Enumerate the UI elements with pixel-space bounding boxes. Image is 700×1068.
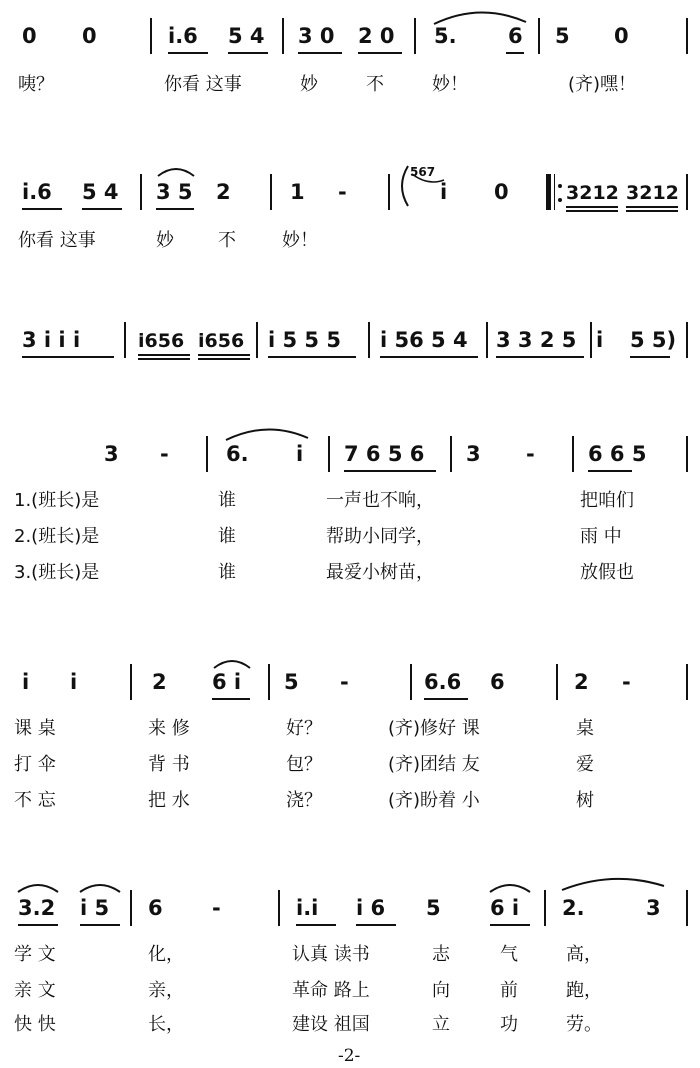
note-group: 2 xyxy=(574,670,589,694)
note-group: 5 4 xyxy=(228,24,265,48)
bar-line xyxy=(414,18,416,54)
repeat-dot xyxy=(558,198,562,202)
lyric-syllable: 爱 xyxy=(576,754,594,775)
note-group: 1 xyxy=(290,180,305,204)
lyric-syllable: (齐)修好 课 xyxy=(388,718,480,739)
note-group: i.6 xyxy=(168,24,198,48)
bar-line xyxy=(686,322,688,358)
note-group: i.i xyxy=(296,896,319,920)
note-group: 0 xyxy=(614,24,629,48)
note-group: 0 xyxy=(22,24,37,48)
lyric-syllable: 革命 路上 xyxy=(292,980,370,1001)
bar-line xyxy=(130,890,132,926)
bar-line xyxy=(572,436,574,472)
note-group: 5 xyxy=(284,670,299,694)
bar-line xyxy=(268,664,270,700)
underline xyxy=(626,210,678,212)
note-group: 0 xyxy=(82,24,97,48)
note-group: - xyxy=(338,180,347,204)
note-group: - xyxy=(526,442,535,466)
lyric-syllable: (齐)嘿！ xyxy=(568,74,637,95)
note-group: 2. xyxy=(562,896,585,920)
bar-line xyxy=(544,890,546,926)
bar-line xyxy=(686,18,688,54)
lyric-syllable: 不 忘 xyxy=(14,790,56,811)
slur xyxy=(156,164,196,178)
underline xyxy=(22,208,62,210)
note-group: 6 i xyxy=(212,670,242,694)
lyric-syllable: 跑， xyxy=(566,980,602,1001)
lyric-syllable: 雨 中 xyxy=(580,526,622,547)
slur xyxy=(222,424,312,442)
underline xyxy=(198,354,250,356)
lyric-syllable: 认真 读书 xyxy=(292,944,370,965)
bar-line xyxy=(556,664,558,700)
note-group: 3 xyxy=(646,896,661,920)
lyric-syllable: 你看 这事 xyxy=(164,74,242,95)
lyric-syllable: 咦？ xyxy=(18,74,54,95)
repeat-bar-line xyxy=(546,174,551,210)
lyric-syllable: 向 xyxy=(432,980,450,1001)
lyric-syllable: 把咱们 xyxy=(580,490,634,511)
underline xyxy=(356,924,396,926)
lyric-syllable: 3.(班长)是 xyxy=(14,562,100,583)
bar-line xyxy=(270,174,272,210)
repeat-dot xyxy=(558,184,562,188)
bar-line xyxy=(368,322,370,358)
slur xyxy=(558,874,668,892)
note-group: 6 xyxy=(490,670,505,694)
underline xyxy=(138,354,190,356)
underline xyxy=(268,356,356,358)
note-group: - xyxy=(340,670,349,694)
slur xyxy=(16,880,60,894)
note-group: - xyxy=(212,896,221,920)
underline xyxy=(344,470,436,472)
underline xyxy=(566,210,618,212)
lyric-syllable: 来 修 xyxy=(148,718,190,739)
note-group: 3 i i i xyxy=(22,328,81,352)
note-group: i 6 xyxy=(356,896,386,920)
lyric-syllable: 化， xyxy=(148,944,184,965)
lyric-syllable: 妙 xyxy=(300,74,318,95)
note-group: i.6 xyxy=(22,180,52,204)
note-group: i656 xyxy=(138,330,185,352)
underline xyxy=(496,356,584,358)
slur xyxy=(212,656,252,670)
lyric-syllable: 妙 xyxy=(156,230,174,251)
note-group: 6 xyxy=(148,896,163,920)
page-number: -2- xyxy=(338,1046,361,1066)
lyric-syllable: 谁 xyxy=(218,526,236,547)
lyric-syllable: 谁 xyxy=(218,562,236,583)
underline xyxy=(156,208,194,210)
note-group: i 5 xyxy=(80,896,110,920)
bar-line xyxy=(686,664,688,700)
bar-line xyxy=(206,436,208,472)
lyric-syllable: 快 快 xyxy=(14,1014,56,1035)
slur xyxy=(488,880,532,894)
note-group: 5. xyxy=(434,24,457,48)
underline xyxy=(630,356,670,358)
underline xyxy=(22,356,114,358)
lyric-syllable: 包？ xyxy=(286,754,322,775)
lyric-syllable: 前 xyxy=(500,980,518,1001)
note-group: i xyxy=(22,670,30,694)
lyric-syllable: 背 书 xyxy=(148,754,190,775)
underline xyxy=(198,358,250,360)
underline xyxy=(18,924,58,926)
bar-line xyxy=(486,322,488,358)
note-group: 5 xyxy=(426,896,441,920)
lyric-syllable: 帮助小同学， xyxy=(326,526,434,547)
bar-line xyxy=(256,322,258,358)
note-group: i 5 5 5 xyxy=(268,328,341,352)
bar-line xyxy=(538,18,540,54)
lyric-syllable: 好？ xyxy=(286,718,322,739)
underline xyxy=(424,698,468,700)
note-group: 5 5) xyxy=(630,328,677,352)
lyric-syllable: 学 文 xyxy=(14,944,56,965)
lyric-syllable: 最爱小树苗， xyxy=(326,562,434,583)
underline xyxy=(168,52,208,54)
lyric-syllable: 2.(班长)是 xyxy=(14,526,100,547)
lyric-syllable: 建设 祖国 xyxy=(292,1014,370,1035)
note-group: 2 xyxy=(216,180,231,204)
note-group: i xyxy=(70,670,78,694)
note-group: 6 xyxy=(508,24,523,48)
lyric-syllable: 志 xyxy=(432,944,450,965)
bar-line xyxy=(278,890,280,926)
lyric-syllable: 亲 文 xyxy=(14,980,56,1001)
note-group: i xyxy=(296,442,304,466)
bar-line xyxy=(140,174,142,210)
lyric-syllable: 课 桌 xyxy=(14,718,56,739)
underline xyxy=(82,208,122,210)
note-group: 3212 xyxy=(626,182,679,204)
bar-line xyxy=(150,18,152,54)
underline xyxy=(228,52,268,54)
lyric-syllable: 打 伞 xyxy=(14,754,56,775)
bar-line xyxy=(590,322,592,358)
underline xyxy=(588,470,632,472)
slur xyxy=(78,880,122,894)
lyric-syllable: 你看 这事 xyxy=(18,230,96,251)
underline xyxy=(506,52,524,54)
underline xyxy=(626,206,678,208)
bar-line xyxy=(282,18,284,54)
note-group: 5 xyxy=(555,24,570,48)
slur xyxy=(430,6,530,26)
note-group: i656 xyxy=(198,330,245,352)
note-group: i 56 5 4 xyxy=(380,328,468,352)
note-group: 7 6 5 6 xyxy=(344,442,425,466)
note-group: 0 xyxy=(494,180,509,204)
note-group: 3.2 xyxy=(18,896,56,920)
note-group: 6 6 5 xyxy=(588,442,647,466)
note-group: 3 xyxy=(104,442,119,466)
underline xyxy=(298,52,342,54)
repeat-bar-line xyxy=(554,174,555,210)
lyric-syllable: 谁 xyxy=(218,490,236,511)
lyric-syllable: 桌 xyxy=(576,718,594,739)
lyric-syllable: 把 水 xyxy=(148,790,190,811)
note-group: - xyxy=(622,670,631,694)
underline xyxy=(566,206,618,208)
note-group: 2 xyxy=(152,670,167,694)
lyric-syllable: 树 xyxy=(576,790,594,811)
bar-line xyxy=(130,664,132,700)
lyric-syllable: (齐)团结 友 xyxy=(388,754,480,775)
lyric-syllable: 妙！ xyxy=(282,230,318,251)
lyric-syllable: 放假也 xyxy=(580,562,634,583)
note-group: 3 3 2 5 xyxy=(496,328,577,352)
lyric-syllable: 一声也不响， xyxy=(326,490,434,511)
lyric-syllable: 不 xyxy=(218,230,236,251)
lyric-syllable: 气 xyxy=(500,944,518,965)
note-group: 3 5 xyxy=(156,180,193,204)
underline xyxy=(212,698,250,700)
note-group: i xyxy=(440,180,448,204)
underline xyxy=(80,924,120,926)
open-parenthesis xyxy=(396,164,410,208)
lyric-syllable: 高， xyxy=(566,944,602,965)
note-group: 3212 xyxy=(566,182,619,204)
lyric-syllable: 功 xyxy=(500,1014,518,1035)
bar-line xyxy=(450,436,452,472)
bar-line xyxy=(328,436,330,472)
lyric-syllable: 长， xyxy=(148,1014,184,1035)
bar-line xyxy=(686,436,688,472)
lyric-syllable: 劳。 xyxy=(566,1014,602,1035)
lyric-syllable: 妙！ xyxy=(432,74,468,95)
underline xyxy=(380,356,478,358)
note-group: 2 0 xyxy=(358,24,395,48)
grace-notes: 567 xyxy=(410,165,436,179)
note-group: 3 0 xyxy=(298,24,335,48)
note-group: 3 xyxy=(466,442,481,466)
lyric-syllable: 亲， xyxy=(148,980,184,1001)
underline xyxy=(490,924,530,926)
bar-line xyxy=(686,174,688,210)
underline xyxy=(296,924,336,926)
lyric-syllable: 浇？ xyxy=(286,790,322,811)
bar-line xyxy=(124,322,126,358)
lyric-syllable: 不 xyxy=(366,74,384,95)
note-group: - xyxy=(160,442,169,466)
bar-line xyxy=(686,890,688,926)
underline xyxy=(138,358,190,360)
note-group: i xyxy=(596,328,604,352)
lyric-syllable: 立 xyxy=(432,1014,450,1035)
note-group: 6.6 xyxy=(424,670,462,694)
underline xyxy=(358,52,402,54)
note-group: 6. xyxy=(226,442,249,466)
note-group: 6 i xyxy=(490,896,520,920)
note-group: 5 4 xyxy=(82,180,119,204)
bar-line xyxy=(410,664,412,700)
bar-line xyxy=(388,174,390,210)
lyric-syllable: 1.(班长)是 xyxy=(14,490,100,511)
lyric-syllable: (齐)盼着 小 xyxy=(388,790,480,811)
